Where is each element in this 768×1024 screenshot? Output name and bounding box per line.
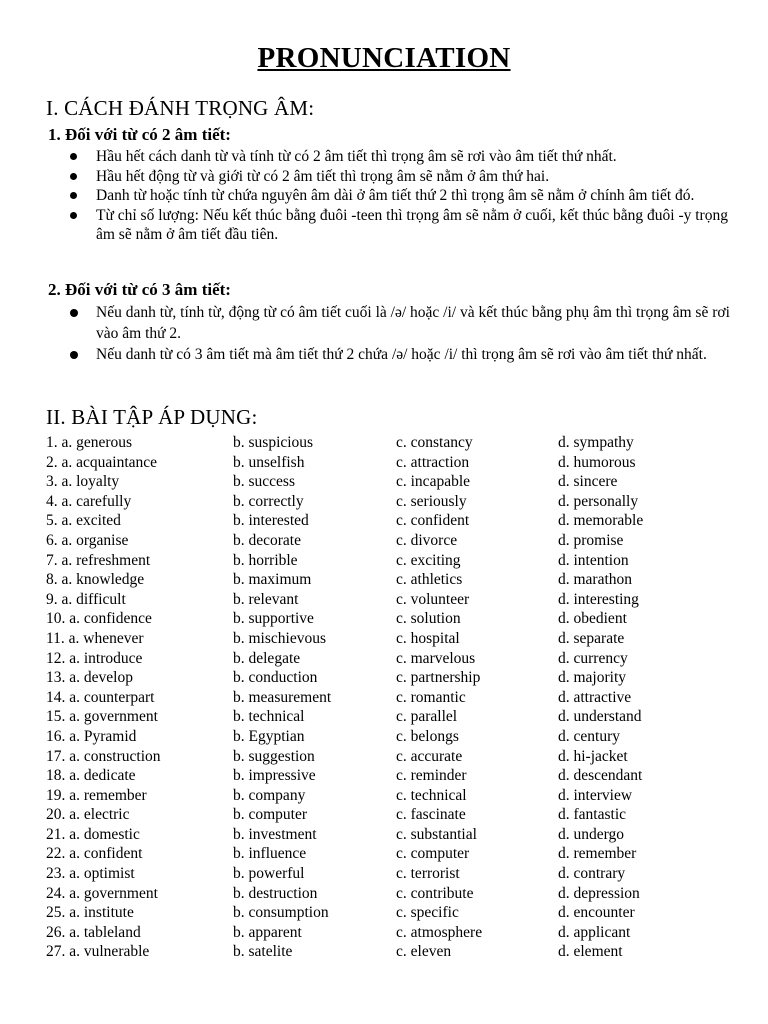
option-d: d. remember — [558, 845, 637, 863]
option-d: d. interview — [558, 786, 633, 804]
subsection-1-bullets — [70, 147, 730, 245]
option-a: 24. a. government — [46, 884, 158, 902]
option-b: b. relevant — [233, 590, 299, 608]
option-a: 11. a. whenever — [46, 629, 144, 647]
bullet-item: Nếu danh từ, tính từ, động từ có âm tiết cuối là /ə/ hoặc /i/ và kết thúc bằng phụ âm thì trọng âm sẽ rơi vào âm thứ 2. — [70, 302, 730, 344]
option-c: c. athletics — [396, 571, 463, 589]
bullet-dot-icon — [70, 173, 77, 180]
exercise-row — [46, 453, 746, 473]
option-b: b. technical — [233, 708, 305, 726]
exercise-row — [46, 727, 746, 747]
option-b: b. Egyptian — [233, 727, 305, 745]
bullet-dot-icon — [70, 192, 77, 199]
option-c: c. specific — [396, 904, 459, 922]
option-d: d. personally — [558, 492, 639, 510]
option-b: b. investment — [233, 825, 317, 843]
bullet-dot-icon — [70, 309, 78, 317]
option-b: b. mischievous — [233, 629, 326, 647]
option-d: d. promise — [558, 531, 624, 549]
exercise-list — [46, 433, 746, 962]
exercise-row — [46, 433, 746, 453]
option-b: b. success — [233, 473, 295, 491]
option-d: d. understand — [558, 708, 642, 726]
option-d: d. depression — [558, 884, 640, 902]
option-a: 7. a. refreshment — [46, 551, 151, 569]
option-c: c. seriously — [396, 492, 467, 510]
option-c: c. belongs — [396, 727, 459, 745]
option-a: 14. a. counterpart — [46, 688, 155, 706]
option-b: b. measurement — [233, 688, 332, 706]
option-a: 23. a. optimist — [46, 865, 135, 883]
page-title: PRONUNCIATION — [257, 42, 511, 74]
bullet-dot-icon — [70, 153, 77, 160]
option-a: 27. a. vulnerable — [46, 943, 150, 961]
option-b: b. influence — [233, 845, 307, 863]
option-c: c. partnership — [396, 669, 481, 687]
option-b: b. consumption — [233, 904, 329, 922]
exercise-row — [46, 805, 746, 825]
section-1-heading: I. CÁCH ĐÁNH TRỌNG ÂM: — [46, 96, 315, 120]
bullet-item: Hầu hết động từ và giới từ có 2 âm tiết thì trọng âm sẽ nằm ở âm thứ hai. — [70, 167, 730, 187]
option-d: d. encounter — [558, 904, 635, 922]
option-d: d. contrary — [558, 865, 626, 883]
option-b: b. computer — [233, 806, 308, 824]
option-d: d. fantastic — [558, 806, 627, 824]
option-c: c. fascinate — [396, 806, 466, 824]
option-d: d. separate — [558, 629, 625, 647]
option-b: b. powerful — [233, 865, 305, 883]
option-a: 10. a. confidence — [46, 610, 152, 628]
option-b: b. suspicious — [233, 434, 314, 451]
option-a: 15. a. government — [46, 708, 158, 726]
exercise-row — [46, 492, 746, 512]
exercise-row — [46, 531, 746, 551]
bullet-item: Hầu hết cách danh từ và tính từ có 2 âm tiết thì trọng âm sẽ rơi vào âm tiết thứ nhất. — [70, 147, 730, 167]
option-d: d. undergo — [558, 825, 625, 843]
option-d: d. element — [558, 943, 623, 961]
option-d: d. humorous — [558, 453, 636, 471]
option-c: c. accurate — [396, 747, 463, 765]
option-a: 20. a. electric — [46, 806, 130, 824]
option-b: b. supportive — [233, 610, 314, 628]
exercise-row — [46, 747, 746, 767]
option-a: 1. a. generous — [46, 434, 133, 451]
option-a: 13. a. develop — [46, 669, 133, 687]
option-a: 17. a. construction — [46, 747, 161, 765]
option-c: c. attraction — [396, 453, 470, 471]
bullet-item: Từ chỉ số lượng: Nếu kết thúc bằng đuôi -teen thì trọng âm sẽ nằm ở cuối, kết thúc bằng đuôi -y trọng âm sẽ nằm ở âm tiết đầu tiên. — [70, 206, 730, 245]
exercise-row — [46, 511, 746, 531]
option-d: d. obedient — [558, 610, 627, 628]
option-d: d. hi-jacket — [558, 747, 628, 765]
option-b: b. interested — [233, 512, 309, 530]
option-b: b. satelite — [233, 943, 293, 961]
bullet-dot-icon — [70, 351, 78, 359]
option-b: b. conduction — [233, 669, 318, 687]
option-c: c. divorce — [396, 531, 458, 549]
bullet-item: Danh từ hoặc tính từ chứa nguyên âm dài ở âm tiết thứ 2 thì trọng âm sẽ nằm ở chính âm tiết đó. — [70, 186, 730, 206]
option-d: d. sympathy — [558, 434, 634, 451]
option-c: c. constancy — [396, 434, 473, 451]
exercise-row — [46, 825, 746, 845]
option-d: d. memorable — [558, 512, 644, 530]
option-d: d. attractive — [558, 688, 632, 706]
option-d: d. sincere — [558, 473, 618, 491]
exercise-row — [46, 551, 746, 571]
option-a: 19. a. remember — [46, 786, 147, 804]
option-b: b. impressive — [233, 767, 316, 785]
option-c: c. atmosphere — [396, 923, 483, 941]
option-c: c. contribute — [396, 884, 474, 902]
exercise-row — [46, 472, 746, 492]
option-c: c. technical — [396, 786, 467, 804]
exercise-row — [46, 649, 746, 669]
option-a: 3. a. loyalty — [46, 473, 120, 491]
option-d: d. descendant — [558, 767, 643, 785]
exercise-row — [46, 590, 746, 610]
exercise-row — [46, 923, 746, 943]
exercise-row — [46, 570, 746, 590]
option-b: b. decorate — [233, 531, 301, 549]
option-d: d. marathon — [558, 571, 633, 589]
option-d: d. currency — [558, 649, 628, 667]
option-b: b. apparent — [233, 923, 302, 941]
exercise-row — [46, 609, 746, 629]
option-a: 4. a. carefully — [46, 492, 132, 510]
option-c: c. substantial — [396, 825, 477, 843]
option-a: 9. a. difficult — [46, 590, 126, 608]
option-a: 12. a. introduce — [46, 649, 143, 667]
option-d: d. applicant — [558, 923, 631, 941]
option-c: c. hospital — [396, 629, 460, 647]
option-b: b. horrible — [233, 551, 298, 569]
exercise-row — [46, 668, 746, 688]
option-a: 6. a. organise — [46, 531, 129, 549]
bullet-item: Nếu danh từ có 3 âm tiết mà âm tiết thứ 2 chứa /ə/ hoặc /i/ thì trọng âm sẽ rơi vào âm tiết thứ nhất. — [70, 344, 730, 365]
option-a: 2. a. acquaintance — [46, 453, 158, 471]
exercise-row — [46, 629, 746, 649]
exercise-row — [46, 688, 746, 708]
option-a: 16. a. Pyramid — [46, 727, 137, 745]
exercise-row — [46, 786, 746, 806]
option-a: 26. a. tableland — [46, 923, 141, 941]
exercise-row — [46, 903, 746, 923]
subsection-2-heading: 2. Đối với từ có 3 âm tiết: — [48, 280, 231, 299]
option-c: c. incapable — [396, 473, 471, 491]
option-c: c. eleven — [396, 943, 452, 961]
exercise-row — [46, 707, 746, 727]
option-b: b. unselfish — [233, 453, 305, 471]
section-2-heading: II. BÀI TẬP ÁP DỤNG: — [46, 405, 258, 429]
option-c: c. exciting — [396, 551, 461, 569]
subsection-2-bullets — [70, 302, 730, 365]
subsection-1-heading: 1. Đối với từ có 2 âm tiết: — [48, 125, 231, 144]
option-a: 5. a. excited — [46, 512, 121, 530]
exercise-row — [46, 864, 746, 884]
option-c: c. parallel — [396, 708, 458, 726]
bullet-dot-icon — [70, 212, 77, 219]
option-b: b. suggestion — [233, 747, 315, 765]
option-c: c. romantic — [396, 688, 466, 706]
exercise-row — [46, 884, 746, 904]
exercise-row — [46, 942, 746, 962]
option-c: c. reminder — [396, 767, 467, 785]
option-c: c. terrorist — [396, 865, 460, 883]
option-a: 21. a. domestic — [46, 825, 140, 843]
option-c: c. marvelous — [396, 649, 476, 667]
option-a: 25. a. institute — [46, 904, 134, 922]
option-d: d. intention — [558, 551, 629, 569]
option-b: b. destruction — [233, 884, 318, 902]
option-c: c. computer — [396, 845, 470, 863]
option-b: b. delegate — [233, 649, 301, 667]
option-d: d. interesting — [558, 590, 639, 608]
option-d: d. majority — [558, 669, 627, 687]
option-b: b. company — [233, 786, 306, 804]
exercise-row — [46, 766, 746, 786]
option-a: 8. a. knowledge — [46, 571, 145, 589]
option-a: 22. a. confident — [46, 845, 143, 863]
option-c: c. solution — [396, 610, 461, 628]
option-a: 18. a. dedicate — [46, 767, 136, 785]
option-c: c. confident — [396, 512, 470, 530]
option-c: c. volunteer — [396, 590, 470, 608]
exercise-row — [46, 844, 746, 864]
option-b: b. maximum — [233, 571, 312, 589]
option-d: d. century — [558, 727, 620, 745]
option-b: b. correctly — [233, 492, 304, 510]
